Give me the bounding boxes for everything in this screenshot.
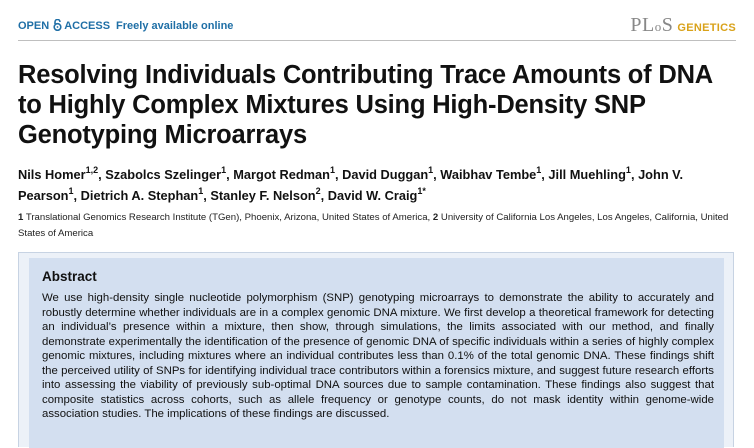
- freely-available-label: Freely available online: [116, 20, 234, 32]
- author-name: Jill Muehling: [548, 167, 626, 182]
- affiliation-text: Translational Genomics Research Institute (TGen), Phoenix, Arizona, United States of America,: [25, 212, 431, 223]
- author-name: Dietrich A. Stephan: [80, 188, 199, 203]
- header-divider: [18, 40, 736, 41]
- abstract-section: [18, 252, 734, 447]
- author-affiliation-marker: 1: [198, 185, 204, 196]
- author-affiliation-marker: 1: [625, 164, 631, 175]
- plos-genetics-logo: [630, 14, 736, 37]
- plos-wordmark: PLoS: [630, 14, 674, 36]
- affiliation-number: 1: [18, 212, 24, 223]
- author-name: Stanley F. Nelson: [210, 188, 316, 203]
- author-affiliation-marker: 1,2: [85, 164, 99, 175]
- article-title: Resolving Individuals Contributing Trace Amounts of DNA to Highly Complex Mixtures Using High-Density SNP Genotyping Microarrays: [18, 61, 713, 149]
- author-affiliation-marker: 2: [315, 185, 321, 196]
- author-name: John V. Pearson: [18, 167, 684, 203]
- abstract-text: We use high-density single nucleotide polymorphism (SNP) genotyping microarrays to demonstrate the ability to accurately and robustly determine whether individuals are in a complex genomic DNA mixture. We first develop a theoretical framework for detecting an individual’s presence within a mixture, then show, through simulations, the limits associated with our method, and finally demonstrate experimentally the identification of the presence of genomic DNA of specific individuals within a series of highly complex genomic mixtures, including mixtures where an individual contributes less than 0.1% of the total genomic DNA. These findings shift the perceived utility of SNPs for identifying individual trace contributors within a forensics mixture, and suggest future research efforts into assessing the viability of previously sub-optimal DNA sources due to sample contamination. These findings also suggest that composite statistics across cohorts, such as allele frequency or genotype counts, do not mask identity within genome-wide association studies. The implications of these findings are discussed.: [42, 292, 714, 420]
- author-name: Waibhav Tembe: [440, 167, 537, 182]
- author-name: David Duggan: [342, 167, 429, 182]
- author-list: Nils Homer$^{1,2}$, Szabolcs Szelinger$^1$, Margot Redman$^1$, David Duggan$^1$, Waibhav Tembe$^1$, Jill Muehling$^1$, John V. Pearson$^1$, Dietrich A. Stephan$^1$, Stanley F. Nelson$^2$, David W. Craig$^{1*}$: [18, 164, 684, 203]
- journal-header: [18, 14, 736, 38]
- access-label: ACCESS: [64, 20, 111, 32]
- author-name: Margot Redman: [233, 167, 330, 182]
- open-access-badge: [18, 20, 233, 32]
- open-lock-icon: [53, 19, 62, 31]
- author-affiliation-marker: 1: [536, 164, 542, 175]
- abstract-panel: [29, 258, 724, 448]
- author-affiliation-marker: 1: [221, 164, 227, 175]
- journal-name: GENETICS: [677, 22, 736, 34]
- open-label: OPEN: [18, 20, 50, 32]
- author-affiliation-marker: 1: [329, 164, 335, 175]
- author-affiliation-marker: 1: [428, 164, 434, 175]
- affiliation-number: 2: [432, 212, 439, 223]
- author-name: Nils Homer: [18, 167, 86, 182]
- author-affiliation-marker: 1*: [417, 185, 426, 196]
- author-affiliation-marker: 1: [68, 185, 74, 196]
- author-name: David W. Craig: [327, 188, 418, 203]
- abstract-heading: Abstract: [42, 269, 97, 284]
- affiliations: [18, 210, 736, 242]
- author-name: Szabolcs Szelinger: [105, 167, 222, 182]
- affiliation-text: University of California Los Angeles, Los Angeles, California, United States of America: [18, 212, 729, 239]
